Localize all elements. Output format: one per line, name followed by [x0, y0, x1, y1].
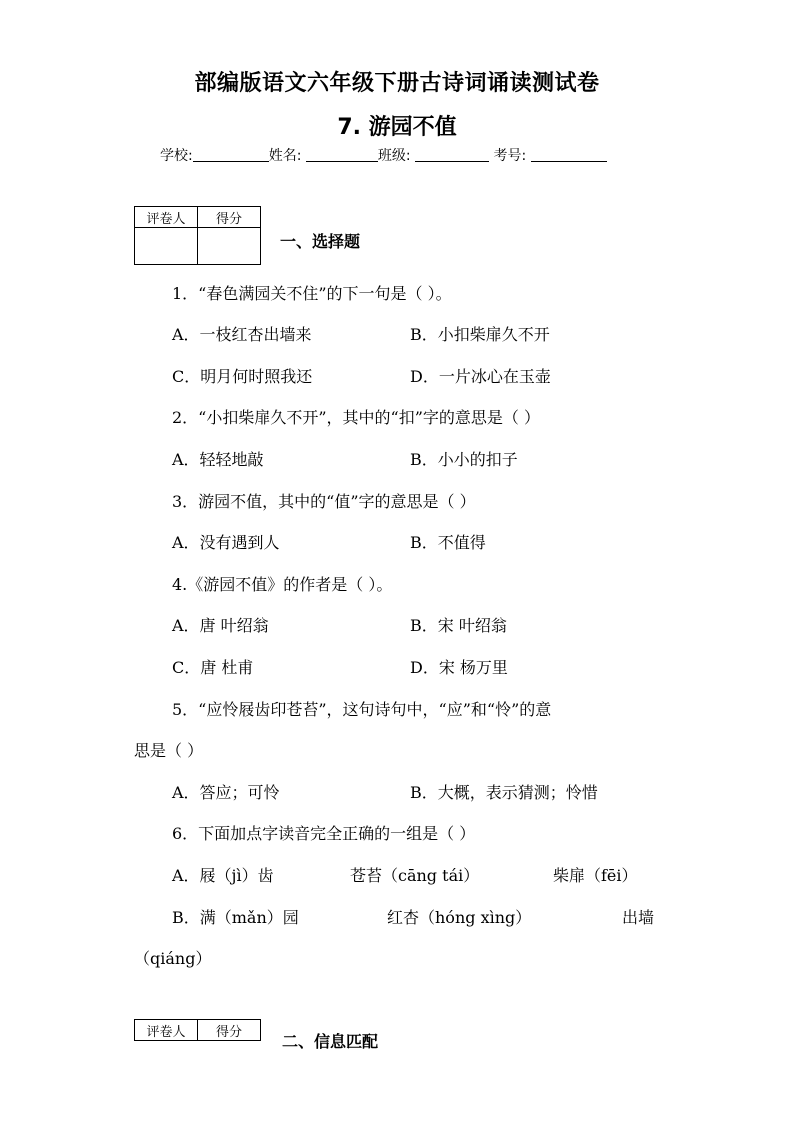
class-label: 班级: [377, 148, 411, 164]
question-4: 4.《游园不值》的作者是（ ）。 [172, 575, 393, 594]
reviewer-header: 评卷人 [135, 207, 198, 228]
score-header: 得分 [198, 207, 261, 228]
score-cell[interactable] [198, 228, 261, 265]
q6-option-b-part-3: 出墙 [622, 908, 655, 927]
score-box-1 [134, 206, 261, 265]
name-blank[interactable] [306, 147, 378, 162]
q6-option-a-part-1[interactable]: A．屐（jì）齿 [172, 866, 274, 885]
school-blank[interactable] [193, 147, 269, 162]
q2-option-a[interactable]: A．轻轻地敲 [172, 450, 264, 469]
q1-option-b[interactable]: B．小扣柴扉久不开 [410, 325, 550, 344]
reviewer-header-2: 评卷人 [135, 1020, 198, 1041]
exam-number-blank[interactable] [531, 147, 607, 162]
school-label: 学校: [160, 148, 193, 164]
q6-option-a-part-3: 柴扉（fēi） [553, 866, 638, 885]
q6-option-b-part-1[interactable]: B．满（mǎn）园 [172, 908, 299, 927]
name-label: 姓名: [268, 148, 302, 164]
question-2: 2．“小扣柴扉久不开”，其中的“扣”字的意思是（ ） [172, 408, 540, 427]
q3-option-b[interactable]: B．不值得 [410, 533, 486, 552]
score-box-2 [134, 1019, 261, 1041]
question-5-line-2: 思是（ ） [134, 741, 204, 760]
q5-option-b[interactable]: B．大概，表示猜测；怜惜 [410, 783, 598, 802]
q6-option-b-part-2: 红杏（hóng xìng） [387, 908, 532, 927]
reviewer-cell[interactable] [135, 228, 198, 265]
q4-option-c[interactable]: C．唐 杜甫 [172, 658, 254, 677]
section-title-matching: 二、信息匹配 [282, 1032, 379, 1051]
question-1: 1．“春色满园关不住”的下一句是（ ）。 [172, 284, 452, 303]
exam-number-label: 考号: [493, 148, 527, 164]
score-header-2: 得分 [198, 1020, 261, 1041]
class-blank[interactable] [415, 147, 489, 162]
question-6: 6．下面加点字读音完全正确的一组是（ ） [172, 824, 476, 843]
q6-option-b-part-4: （qiáng） [134, 949, 212, 968]
question-5-line-1: 5．“应怜屐齿印苍苔”，这句诗句中，“应”和“怜”的意 [172, 700, 552, 719]
q1-option-a[interactable]: A．一枝红杏出墙来 [172, 325, 312, 344]
q5-option-a[interactable]: A．答应；可怜 [172, 783, 280, 802]
q1-option-c[interactable]: C．明月何时照我还 [172, 367, 313, 386]
q4-option-d[interactable]: D．宋 杨万里 [410, 658, 508, 677]
q6-option-a-part-2: 苍苔（cāng tái） [350, 866, 480, 885]
q2-option-b[interactable]: B．小小的扣子 [410, 450, 518, 469]
q4-option-a[interactable]: A．唐 叶绍翁 [172, 616, 269, 635]
lesson-title: 7. 游园不值 [337, 115, 457, 140]
q3-option-a[interactable]: A．没有遇到人 [172, 533, 280, 552]
question-3: 3．游园不值，其中的“值”字的意思是（ ） [172, 492, 476, 511]
section-title-choice: 一、选择题 [280, 232, 361, 251]
student-info-line [160, 145, 607, 165]
q1-option-d[interactable]: D．一片冰心在玉壶 [410, 367, 551, 386]
q4-option-b[interactable]: B．宋 叶绍翁 [410, 616, 507, 635]
exam-title: 部编版语文六年级下册古诗词诵读测试卷 [194, 71, 600, 96]
